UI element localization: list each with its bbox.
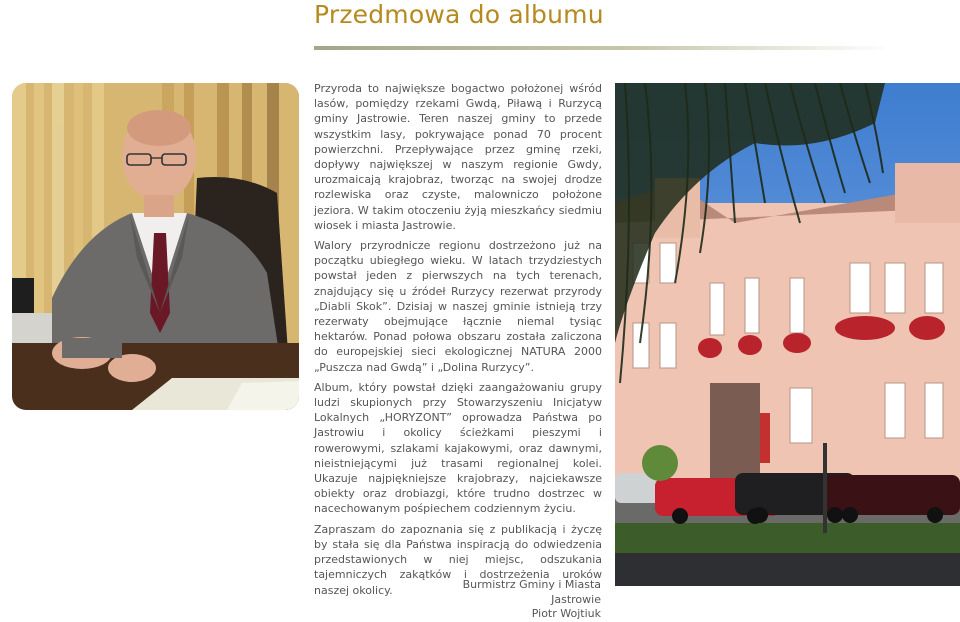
signature-town: Jastrowie xyxy=(551,592,601,606)
paragraph: Zapraszam do zapoznania się z publikacją i życzę by stała się dla Państwa inspiracją do odwiedzenia przedstawionych w niej miejsc, odszukania tajemniczych zakątków i dostrzeżenia uroków naszej okolicy. xyxy=(314,522,602,597)
signature-title: Burmistrz Gminy i Miasta xyxy=(462,578,601,591)
town-hall-photo xyxy=(615,83,960,586)
mayor-portrait-photo xyxy=(12,83,299,410)
page-title: Przedmowa do albumu xyxy=(314,0,604,29)
signature-name: Piotr Wojtiuk xyxy=(531,607,601,620)
paragraph: Przyroda to największe bogactwo położonej wśród lasów, pomiędzy rzekami Gwdą, Piławą i Rurzycą gminy Jastrowie. Teren naszej gminy to przede wszystkim lasy, pokrywające ponad 70 procent powierzchni. Przepływające przez gminę rzeki, dopływy największej w naszym regionie Gwdy, urozmaicają krajobraz, tworząc na swojej drodze rozlewiska oraz czyste, malowniczo położone jeziora. W takim otoczeniu żyją mieszkańcy siedmiu wiosek i miasta Jastrowie. xyxy=(314,82,602,232)
signature-block xyxy=(430,578,601,622)
paragraph: Walory przyrodnicze regionu dostrzeżono już na początku ubiegłego wieku. W latach trzydziestych powstał jeden z pierwszych na tych terenach, znajdujący się u źródeł Rurzycy rezerwat przyrody „Diabli Skok”. Dzisiaj w naszej gminie istnieją trzy rezerwaty obejmujące łącznie niemal tysiąc hektarów. Ponad połowa obszaru została zaliczona do europejskiej sieci ekologicznej NATURA 2000 „Puszcza nad Gwdą” i „Dolina Rurzycy”. xyxy=(314,239,602,374)
paragraph: Album, który powstał dzięki zaangażowaniu grupy ludzi skupionych przy Stowarzyszeniu Inicjatyw Lokalnych „HORYZONT” oprowadza Państwa po Jastrowiu i okolicy ścieżkami pieszymi i rowerowymi, szlakami kajakowymi, oraz dawnymi, nieistniejącymi już trasami regionalnej kolei. Ukazuje najpiękniejsze krajobrazy, najciekawsze obiekty oraz drobiazgi, które trudno dostrzec w nacechowanym pośpiechem codziennym życiu. xyxy=(314,380,602,516)
foreword-body xyxy=(314,81,602,603)
title-divider xyxy=(314,46,894,50)
